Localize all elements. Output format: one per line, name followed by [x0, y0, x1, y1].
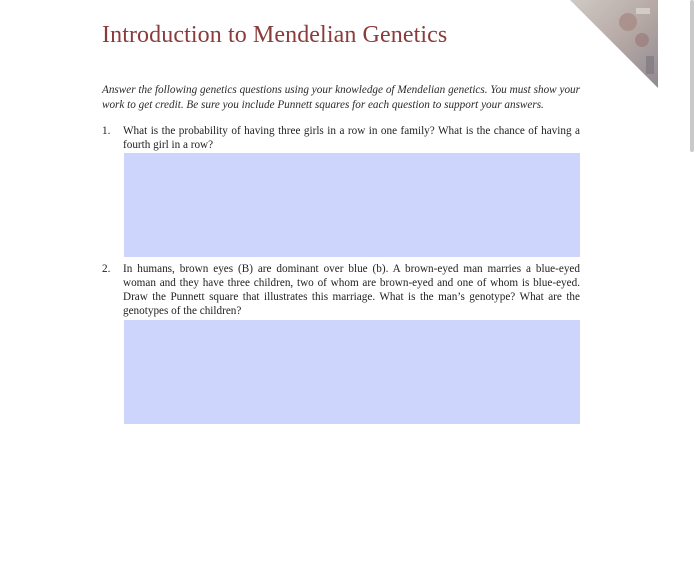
corner-photo-image	[570, 0, 658, 88]
instructions-text: Answer the following genetics questions using your knowledge of Mendelian genetics. You must show your work to get credit. Be sure you include Punnett squares for each question to support your answers.	[102, 84, 580, 111]
scrollbar[interactable]	[690, 0, 694, 152]
question-number: 1.	[102, 125, 111, 137]
question-text: What is the probability of having three girls in a row in one family? What is the chance of having a fourth girl in a row?	[123, 125, 580, 151]
question-number: 2.	[102, 263, 111, 275]
question-2	[102, 262, 580, 318]
answer-field-1[interactable]	[124, 153, 580, 257]
answer-field-2[interactable]	[124, 320, 580, 424]
page-title: Introduction to Mendelian Genetics	[102, 22, 448, 48]
question-1	[102, 124, 580, 152]
question-text: In humans, brown eyes (B) are dominant over blue (b). A brown-eyed man marries a blue-eyed woman and they have three children, two of whom are brown-eyed and one of whom is blue-eyed. Draw the Punnett square that illustrates this marriage. What is the man’s genotype? What are the genotypes of the children?	[123, 263, 580, 317]
